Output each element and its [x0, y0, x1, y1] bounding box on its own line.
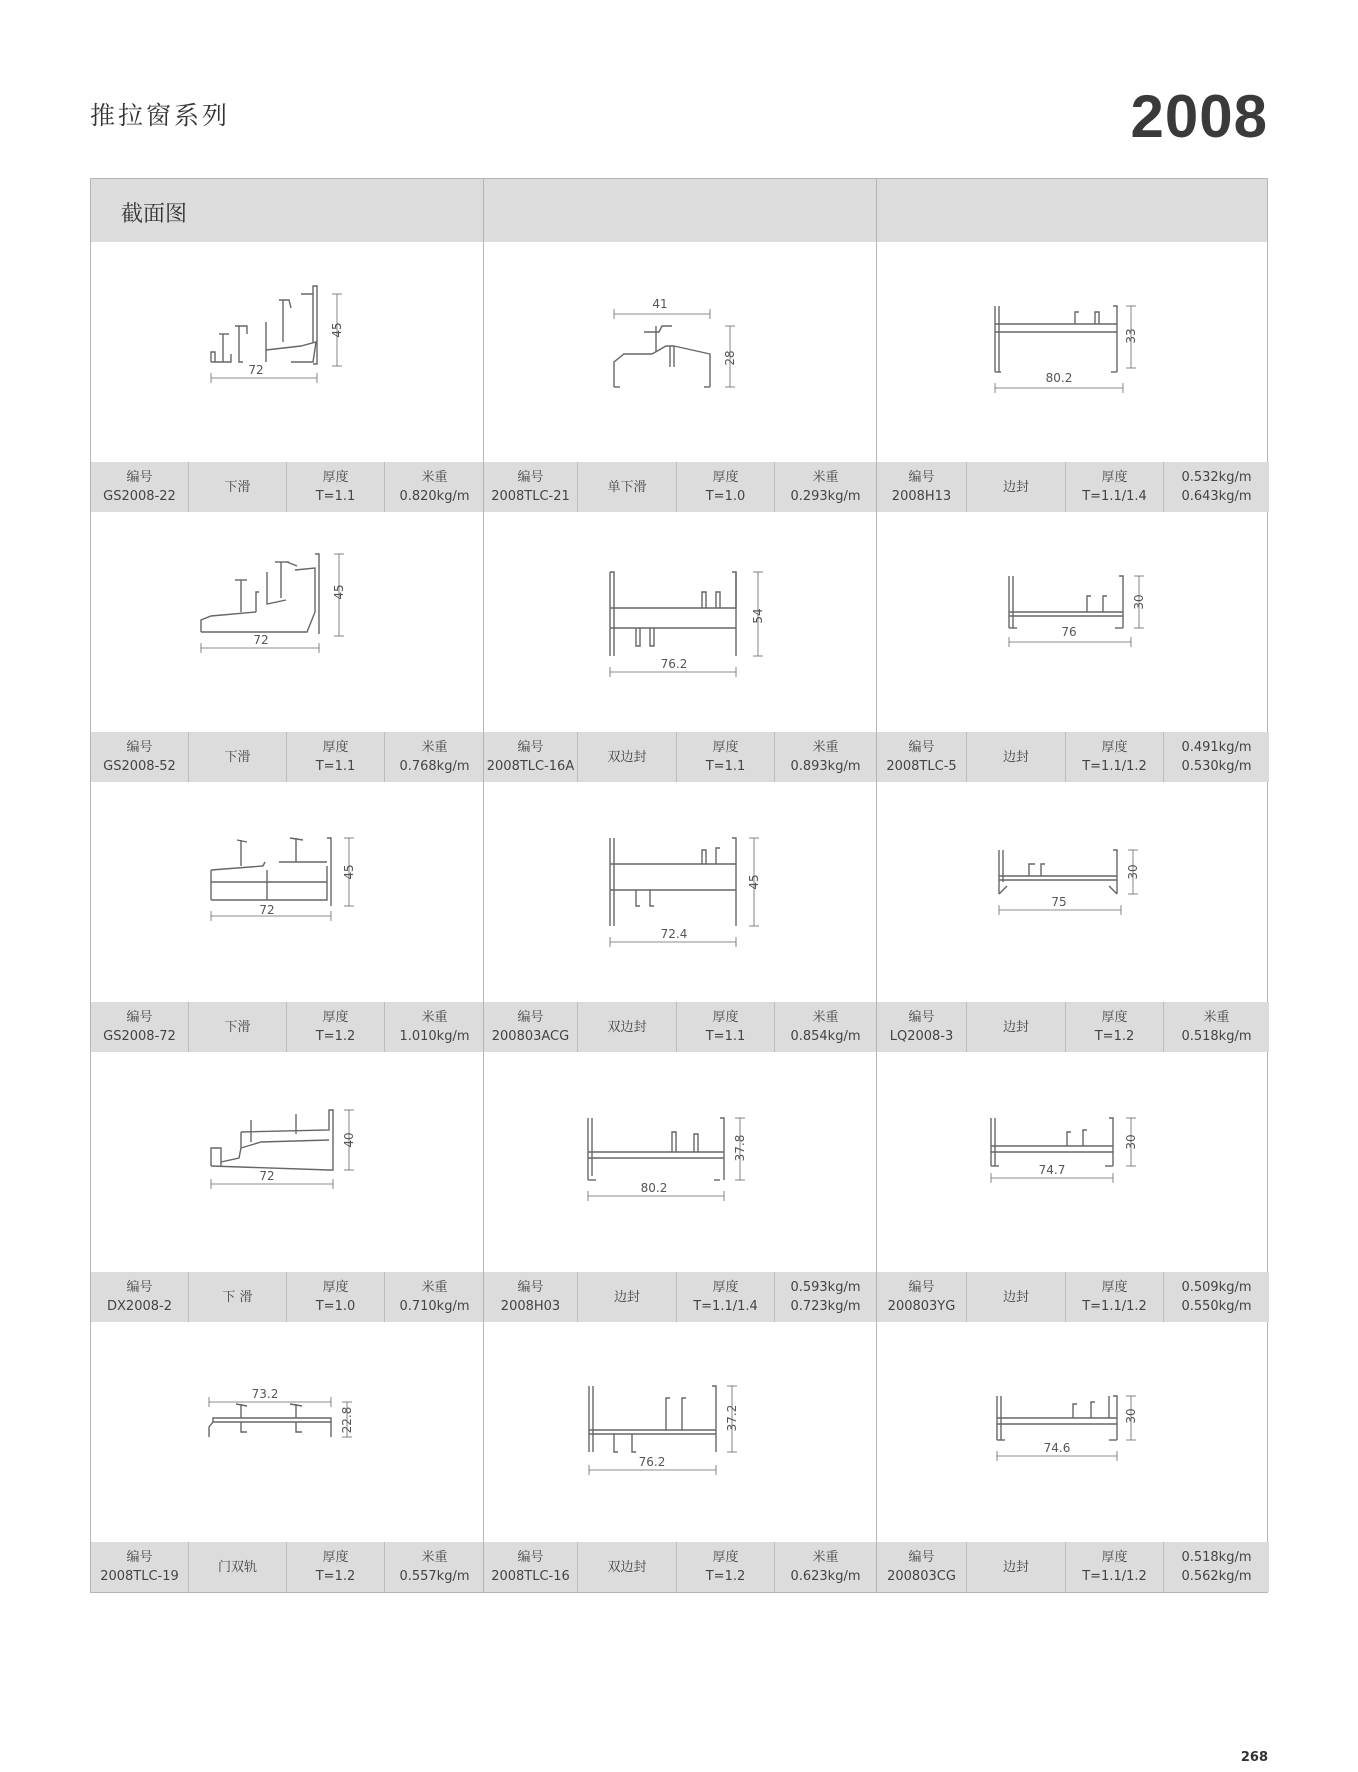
width-dimension-label: 72 — [248, 363, 264, 377]
thickness-cell — [677, 462, 775, 512]
height-dimension-label: 40 — [342, 1132, 356, 1148]
name-cell — [967, 1542, 1066, 1592]
thickness-cell — [1066, 1002, 1164, 1052]
thickness-cell-text: 厚度 — [1101, 1010, 1128, 1025]
weight-cell-text: 0.530kg/m — [1181, 759, 1252, 774]
weight-cell-text: 0.293kg/m — [790, 489, 861, 504]
spec-row — [484, 1002, 876, 1052]
thickness-cell-text: 厚度 — [1101, 1280, 1128, 1295]
profile-entry — [91, 242, 483, 512]
weight-cell-text: 0.557kg/m — [399, 1569, 470, 1584]
weight-cell-text: 0.768kg/m — [399, 759, 470, 774]
profile-outline — [588, 1118, 724, 1180]
name-cell — [578, 732, 677, 782]
name-cell — [967, 1272, 1066, 1322]
width-dimension-label: 72 — [253, 633, 269, 647]
name-cell-text: 双边封 — [607, 749, 647, 765]
code-cell — [877, 1542, 967, 1592]
thickness-cell-text: 厚度 — [712, 1550, 739, 1565]
thickness-cell — [1066, 1272, 1164, 1322]
profile-outline — [991, 1118, 1113, 1166]
code-cell-text: 200803CG — [887, 1569, 956, 1584]
width-dimension-label: 72.4 — [660, 927, 688, 941]
weight-cell-text: 0.593kg/m — [790, 1280, 861, 1295]
name-cell — [189, 1542, 287, 1592]
weight-cell-text: 米重 — [421, 1010, 448, 1025]
profile-entry — [877, 1322, 1269, 1592]
code-cell-text: 2008TLC-21 — [491, 489, 570, 504]
profile-outline — [211, 838, 331, 906]
spec-row — [484, 1272, 876, 1322]
spec-row — [484, 732, 876, 782]
weight-cell-text: 0.854kg/m — [790, 1029, 861, 1044]
name-cell-text: 边封 — [1002, 1019, 1029, 1035]
thickness-cell-text: 厚度 — [1101, 1550, 1128, 1565]
name-cell-text: 边封 — [1002, 749, 1029, 765]
profile-entry — [484, 1052, 876, 1322]
profile-entry — [484, 512, 876, 782]
thickness-cell-text: 厚度 — [322, 1550, 349, 1565]
weight-cell — [775, 1272, 876, 1322]
thickness-cell-text: T=1.1 — [705, 759, 746, 774]
code-cell-text: 编号 — [908, 1550, 935, 1565]
code-cell-text: LQ2008-3 — [889, 1029, 954, 1044]
code-cell-text: 编号 — [126, 470, 153, 485]
width-dimension-label: 80.2 — [640, 1181, 668, 1195]
height-dimension-label: 45 — [330, 322, 344, 338]
weight-cell-text: 0.562kg/m — [1181, 1569, 1252, 1584]
thickness-cell-text: 厚度 — [712, 470, 739, 485]
weight-cell — [1164, 732, 1269, 782]
weight-cell — [1164, 1542, 1269, 1592]
code-cell-text: GS2008-52 — [103, 759, 176, 774]
spec-row — [91, 1542, 483, 1592]
code-cell — [484, 732, 578, 782]
code-cell-text: 编号 — [517, 740, 544, 755]
width-dimension-label: 72 — [259, 1169, 275, 1183]
thickness-cell-text: T=1.0 — [705, 489, 746, 504]
code-cell-text: 编号 — [126, 740, 153, 755]
thickness-cell-text: 厚度 — [712, 740, 739, 755]
width-dimension-line — [211, 373, 317, 383]
thickness-cell-text: 厚度 — [322, 740, 349, 755]
weight-cell — [385, 462, 484, 512]
code-cell — [91, 1272, 189, 1322]
thickness-cell — [287, 1272, 385, 1322]
profile-outline — [614, 326, 710, 387]
weight-cell-text: 米重 — [421, 1550, 448, 1565]
width-dimension-label: 41 — [652, 297, 668, 311]
thickness-cell-text: 厚度 — [712, 1280, 739, 1295]
weight-cell — [775, 1002, 876, 1052]
thickness-cell-text: T=1.1/1.2 — [1082, 759, 1147, 774]
code-cell — [877, 462, 967, 512]
spec-row — [877, 732, 1269, 782]
thickness-cell-text: 厚度 — [1101, 470, 1128, 485]
weight-cell — [385, 732, 484, 782]
name-cell-text: 边封 — [1002, 1289, 1029, 1305]
width-dimension-label: 74.6 — [1043, 1441, 1071, 1455]
spec-row — [91, 1272, 483, 1322]
profile-column — [91, 242, 484, 1592]
thickness-cell-text: T=1.1/1.4 — [693, 1299, 758, 1314]
code-cell-text: 编号 — [517, 470, 544, 485]
name-cell — [967, 732, 1066, 782]
profile-outline — [997, 1396, 1117, 1440]
weight-cell — [775, 1542, 876, 1592]
code-cell-text: 编号 — [908, 740, 935, 755]
spec-row — [91, 462, 483, 512]
thickness-cell-text: T=1.0 — [315, 1299, 356, 1314]
name-cell — [189, 1272, 287, 1322]
thickness-cell-text: T=1.1 — [315, 489, 356, 504]
name-cell-text: 边封 — [1002, 479, 1029, 495]
profile-section-drawing — [484, 512, 876, 732]
name-cell-text: 双边封 — [607, 1559, 647, 1575]
weight-cell — [385, 1002, 484, 1052]
code-cell — [877, 732, 967, 782]
profile-section-drawing — [484, 1322, 876, 1542]
profile-section-drawing — [877, 512, 1269, 732]
code-cell — [484, 1542, 578, 1592]
thickness-cell-text: T=1.1 — [315, 759, 356, 774]
code-cell-text: 2008TLC-16 — [491, 1569, 570, 1584]
weight-cell — [775, 462, 876, 512]
height-dimension-label: 30 — [1126, 864, 1140, 880]
height-dimension-label: 37.8 — [733, 1134, 747, 1162]
profile-section-drawing — [877, 1322, 1269, 1542]
width-dimension-label: 74.7 — [1038, 1163, 1066, 1177]
code-cell-text: DX2008-2 — [107, 1299, 172, 1314]
thickness-cell — [287, 1542, 385, 1592]
name-cell — [189, 732, 287, 782]
profile-entry — [877, 782, 1269, 1052]
code-cell-text: 2008TLC-5 — [886, 759, 957, 774]
profile-outline — [589, 1386, 716, 1452]
code-cell — [484, 1002, 578, 1052]
thickness-cell — [677, 732, 775, 782]
width-dimension-label: 75 — [1051, 895, 1067, 909]
name-cell-text: 单下滑 — [607, 479, 647, 495]
thickness-cell-text: 厚度 — [322, 470, 349, 485]
name-cell-text: 门双轨 — [217, 1559, 257, 1575]
thickness-cell — [287, 462, 385, 512]
code-cell-text: 编号 — [126, 1010, 153, 1025]
name-cell-text: 双边封 — [607, 1019, 647, 1035]
code-cell-text: 编号 — [517, 1280, 544, 1295]
profile-section-drawing — [877, 782, 1269, 1002]
profile-outline — [610, 838, 736, 926]
name-cell-text: 边封 — [613, 1289, 640, 1305]
weight-cell-text: 0.710kg/m — [399, 1299, 470, 1314]
thickness-cell — [677, 1272, 775, 1322]
code-cell-text: 2008TLC-16A — [486, 759, 575, 774]
profile-entry — [877, 242, 1269, 512]
model-number: 2008 — [1130, 83, 1268, 150]
profile-outline — [211, 1110, 333, 1170]
width-dimension-label: 80.2 — [1045, 371, 1073, 385]
code-cell-text: 2008H13 — [891, 489, 952, 504]
name-cell-text: 下滑 — [224, 479, 251, 495]
weight-cell-text: 0.550kg/m — [1181, 1299, 1252, 1314]
code-cell-text: 编号 — [126, 1550, 153, 1565]
height-dimension-label: 45 — [342, 864, 356, 880]
profile-section-drawing — [91, 242, 483, 462]
thickness-cell-text: T=1.2 — [1094, 1029, 1135, 1044]
weight-cell-text: 0.623kg/m — [790, 1569, 861, 1584]
code-cell-text: 编号 — [908, 1280, 935, 1295]
thickness-cell-text: T=1.1 — [705, 1029, 746, 1044]
code-cell — [91, 732, 189, 782]
name-cell — [189, 1002, 287, 1052]
name-cell — [189, 462, 287, 512]
height-dimension-label: 54 — [751, 608, 765, 624]
profile-outline — [209, 1404, 331, 1437]
spec-row — [484, 1542, 876, 1592]
profile-section-drawing — [877, 242, 1269, 462]
profile-outline — [995, 306, 1117, 372]
profile-column — [877, 242, 1269, 1592]
spec-row — [484, 462, 876, 512]
profile-entry — [91, 782, 483, 1052]
profile-entry — [91, 1322, 483, 1592]
name-cell — [967, 462, 1066, 512]
profile-section-drawing — [91, 782, 483, 1002]
height-dimension-label: 22.8 — [340, 1406, 354, 1434]
name-cell — [578, 462, 677, 512]
profile-section-drawing — [484, 782, 876, 1002]
profile-entry — [484, 242, 876, 512]
code-cell-text: 200803ACG — [491, 1029, 570, 1044]
code-cell-text: 编号 — [908, 1010, 935, 1025]
thickness-cell-text: T=1.1/1.2 — [1082, 1299, 1147, 1314]
name-cell-text: 下 滑 — [222, 1289, 253, 1305]
profile-outline — [999, 850, 1117, 894]
code-cell — [877, 1272, 967, 1322]
weight-cell-text: 米重 — [812, 470, 839, 485]
profile-column — [484, 242, 877, 1592]
profile-outline — [610, 572, 736, 656]
weight-cell-text: 米重 — [421, 470, 448, 485]
profile-section-drawing — [91, 1052, 483, 1272]
weight-cell-text: 0.532kg/m — [1181, 470, 1252, 485]
thickness-cell — [287, 1002, 385, 1052]
thickness-cell-text: T=1.1/1.4 — [1082, 489, 1147, 504]
height-dimension-label: 45 — [332, 584, 346, 600]
thickness-cell-text: T=1.2 — [315, 1029, 356, 1044]
weight-cell — [775, 732, 876, 782]
height-dimension-label: 37.2 — [725, 1404, 739, 1432]
spec-row — [91, 1002, 483, 1052]
table-header — [91, 179, 1267, 242]
weight-cell-text: 0.509kg/m — [1181, 1280, 1252, 1295]
profile-entry — [484, 1322, 876, 1592]
profile-outline — [1009, 576, 1123, 628]
name-cell-text: 下滑 — [224, 1019, 251, 1035]
height-dimension-label: 30 — [1124, 1134, 1138, 1150]
spec-row — [877, 1272, 1269, 1322]
name-cell — [967, 1002, 1066, 1052]
spec-row — [91, 732, 483, 782]
profile-section-drawing — [877, 1052, 1269, 1272]
profile-entry — [91, 512, 483, 782]
weight-cell-text: 0.723kg/m — [790, 1299, 861, 1314]
code-cell-text: 编号 — [517, 1010, 544, 1025]
width-dimension-label: 76.2 — [660, 657, 688, 671]
thickness-cell-text: 厚度 — [1101, 740, 1128, 755]
thickness-cell-text: 厚度 — [322, 1010, 349, 1025]
series-title: 推拉窗系列 — [90, 101, 231, 130]
weight-cell-text: 0.893kg/m — [790, 759, 861, 774]
code-cell — [484, 462, 578, 512]
code-cell-text: 编号 — [517, 1550, 544, 1565]
thickness-cell — [287, 732, 385, 782]
code-cell — [484, 1272, 578, 1322]
weight-cell — [1164, 462, 1269, 512]
profile-entry — [91, 1052, 483, 1322]
name-cell-text: 边封 — [1002, 1559, 1029, 1575]
code-cell-text: 编号 — [126, 1280, 153, 1295]
weight-cell — [1164, 1002, 1269, 1052]
code-cell-text: GS2008-72 — [103, 1029, 176, 1044]
profile-section-drawing — [91, 1322, 483, 1542]
code-cell-text: 200803YG — [887, 1299, 956, 1314]
height-dimension-label: 28 — [723, 350, 737, 366]
weight-cell — [385, 1272, 484, 1322]
thickness-cell-text: 厚度 — [712, 1010, 739, 1025]
weight-cell-text: 米重 — [421, 740, 448, 755]
spec-row — [877, 1002, 1269, 1052]
profile-section-drawing — [484, 242, 876, 462]
thickness-cell — [1066, 732, 1164, 782]
height-dimension-label: 33 — [1124, 328, 1138, 344]
header-cell-1 — [91, 179, 484, 242]
width-dimension-label: 73.2 — [251, 1387, 279, 1401]
weight-cell-text: 米重 — [812, 1010, 839, 1025]
weight-cell-text: 0.518kg/m — [1181, 1029, 1252, 1044]
weight-cell-text: 米重 — [812, 740, 839, 755]
profile-outline — [201, 554, 319, 634]
height-dimension-label: 45 — [747, 874, 761, 890]
thickness-cell-text: 厚度 — [322, 1280, 349, 1295]
profile-section-drawing — [91, 512, 483, 732]
weight-cell — [385, 1542, 484, 1592]
thickness-cell — [677, 1002, 775, 1052]
code-cell-text: GS2008-22 — [103, 489, 176, 504]
code-cell — [877, 1002, 967, 1052]
name-cell — [578, 1272, 677, 1322]
height-dimension-label: 30 — [1124, 1408, 1138, 1424]
thickness-cell — [1066, 1542, 1164, 1592]
thickness-cell-text: T=1.1/1.2 — [1082, 1569, 1147, 1584]
width-dimension-label: 76.2 — [638, 1455, 666, 1469]
thickness-cell-text: T=1.2 — [315, 1569, 356, 1584]
code-cell — [91, 1002, 189, 1052]
thickness-cell-text: T=1.2 — [705, 1569, 746, 1584]
weight-cell-text: 米重 — [1203, 1010, 1230, 1025]
profile-catalog-table — [90, 178, 1268, 1593]
profile-entry — [877, 1052, 1269, 1322]
code-cell-text: 2008H03 — [500, 1299, 561, 1314]
name-cell — [578, 1002, 677, 1052]
weight-cell-text: 0.518kg/m — [1181, 1550, 1252, 1565]
width-dimension-label: 72 — [259, 903, 275, 917]
page-number: 268 — [1240, 1750, 1268, 1765]
thickness-cell — [1066, 462, 1164, 512]
header-cell-3 — [877, 179, 1269, 242]
thickness-cell — [677, 1542, 775, 1592]
weight-cell-text: 米重 — [421, 1280, 448, 1295]
code-cell-text: 2008TLC-19 — [100, 1569, 179, 1584]
weight-cell-text: 米重 — [812, 1550, 839, 1565]
width-dimension-label: 76 — [1061, 625, 1077, 639]
spec-row — [877, 1542, 1269, 1592]
profile-outline — [211, 286, 317, 364]
weight-cell — [1164, 1272, 1269, 1322]
weight-cell-text: 0.491kg/m — [1181, 740, 1252, 755]
code-cell-text: 编号 — [908, 470, 935, 485]
weight-cell-text: 1.010kg/m — [399, 1029, 470, 1044]
profile-section-drawing — [484, 1052, 876, 1272]
weight-cell-text: 0.643kg/m — [1181, 489, 1252, 504]
code-cell — [91, 462, 189, 512]
profile-entry — [877, 512, 1269, 782]
weight-cell-text: 0.820kg/m — [399, 489, 470, 504]
header-cell-2 — [484, 179, 877, 242]
profile-entry — [484, 782, 876, 1052]
header-label: 截面图 — [121, 202, 188, 227]
height-dimension-label: 30 — [1132, 594, 1146, 610]
name-cell — [578, 1542, 677, 1592]
spec-row — [877, 462, 1269, 512]
name-cell-text: 下滑 — [224, 749, 251, 765]
code-cell — [91, 1542, 189, 1592]
